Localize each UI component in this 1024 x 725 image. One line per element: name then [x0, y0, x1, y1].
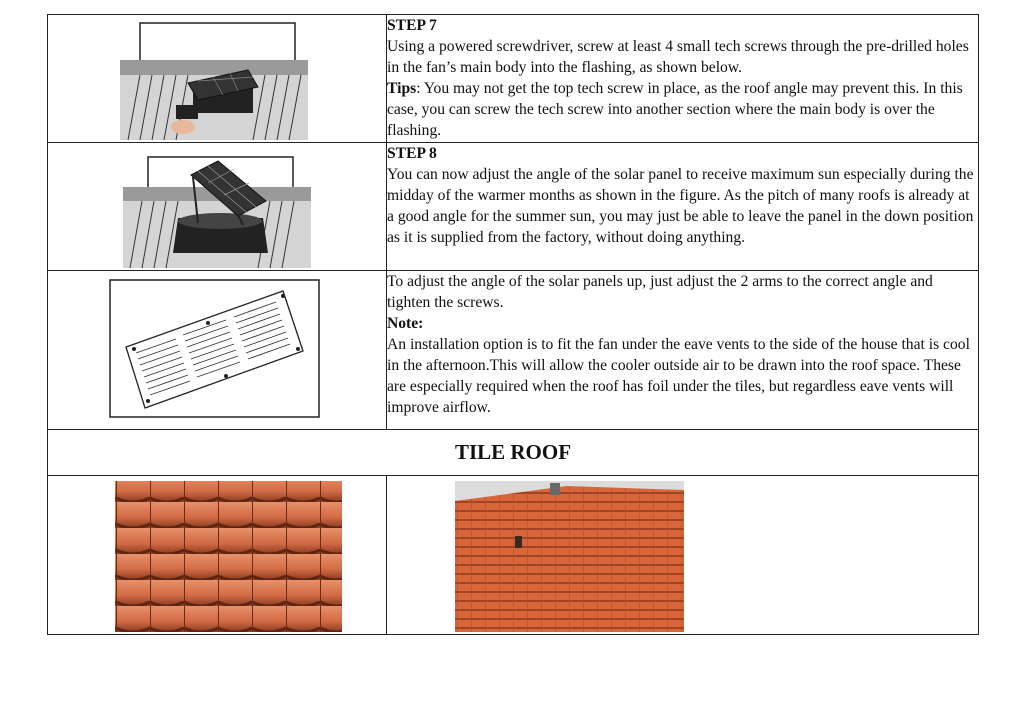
note-label: Note: — [387, 315, 424, 332]
step7-heading: STEP 7 — [387, 17, 437, 34]
eave-vent-illustration-cell — [48, 271, 387, 430]
instructions-table — [47, 14, 979, 635]
note-paragraph: An installation option is to fit the fan under the eave vents to the side of the house that is cool in the afternoon.This will allow the cooler outside air to be drawn into the roof space. These are especially required when the roof has foil under the tiles, but regardless eave vents will improve airflow. — [387, 336, 970, 416]
step8-solar-panel-illustration — [48, 143, 386, 271]
tile-closeup-cell — [48, 476, 387, 635]
step8-paragraph: You can now adjust the angle of the solar panel to receive maximum sun especially during the midday of the warmer months as shown in the figure. As the pitch of many roofs is already at a good angle for the summer sun, you may just be able to leave the panel in the down position as it is supplied from the factory, without doing anything. — [387, 166, 974, 246]
step7-row — [48, 15, 979, 143]
step7-illustration-cell — [48, 15, 387, 143]
adjust-paragraph: To adjust the angle of the solar panels up, just adjust the 2 arms to the correct angle and tighten the screws. — [387, 273, 933, 311]
step7-paragraph: Using a powered screwdriver, screw at least 4 small tech screws through the pre-drilled holes in the fan’s main body into the flashing, as shown below. — [387, 38, 969, 76]
step7-tips — [387, 78, 978, 141]
eave-vent-row — [48, 271, 979, 430]
tile-roof-photo-cell — [387, 476, 979, 635]
tile-roof-heading: TILE ROOF — [48, 430, 979, 476]
step8-illustration-cell — [48, 143, 387, 271]
tile-roof-photo — [387, 476, 981, 635]
eave-vent-text-cell — [387, 271, 979, 430]
tips-text: : You may not get the top tech screw in place, as the roof angle may prevent this. In this case, you can screw the tech screw into another section where the main body is over the flashing. — [387, 80, 963, 139]
step8-text-cell — [387, 143, 979, 271]
section-title-row — [48, 430, 979, 476]
tile-closeup-photo — [48, 476, 386, 635]
step7-screwdriver-illustration — [48, 15, 386, 143]
step8-row — [48, 143, 979, 271]
step7-text-cell — [387, 15, 979, 143]
eave-vent-illustration — [48, 271, 386, 430]
tile-photos-row — [48, 476, 979, 635]
tips-label: Tips — [387, 80, 417, 97]
step8-heading: STEP 8 — [387, 145, 437, 162]
